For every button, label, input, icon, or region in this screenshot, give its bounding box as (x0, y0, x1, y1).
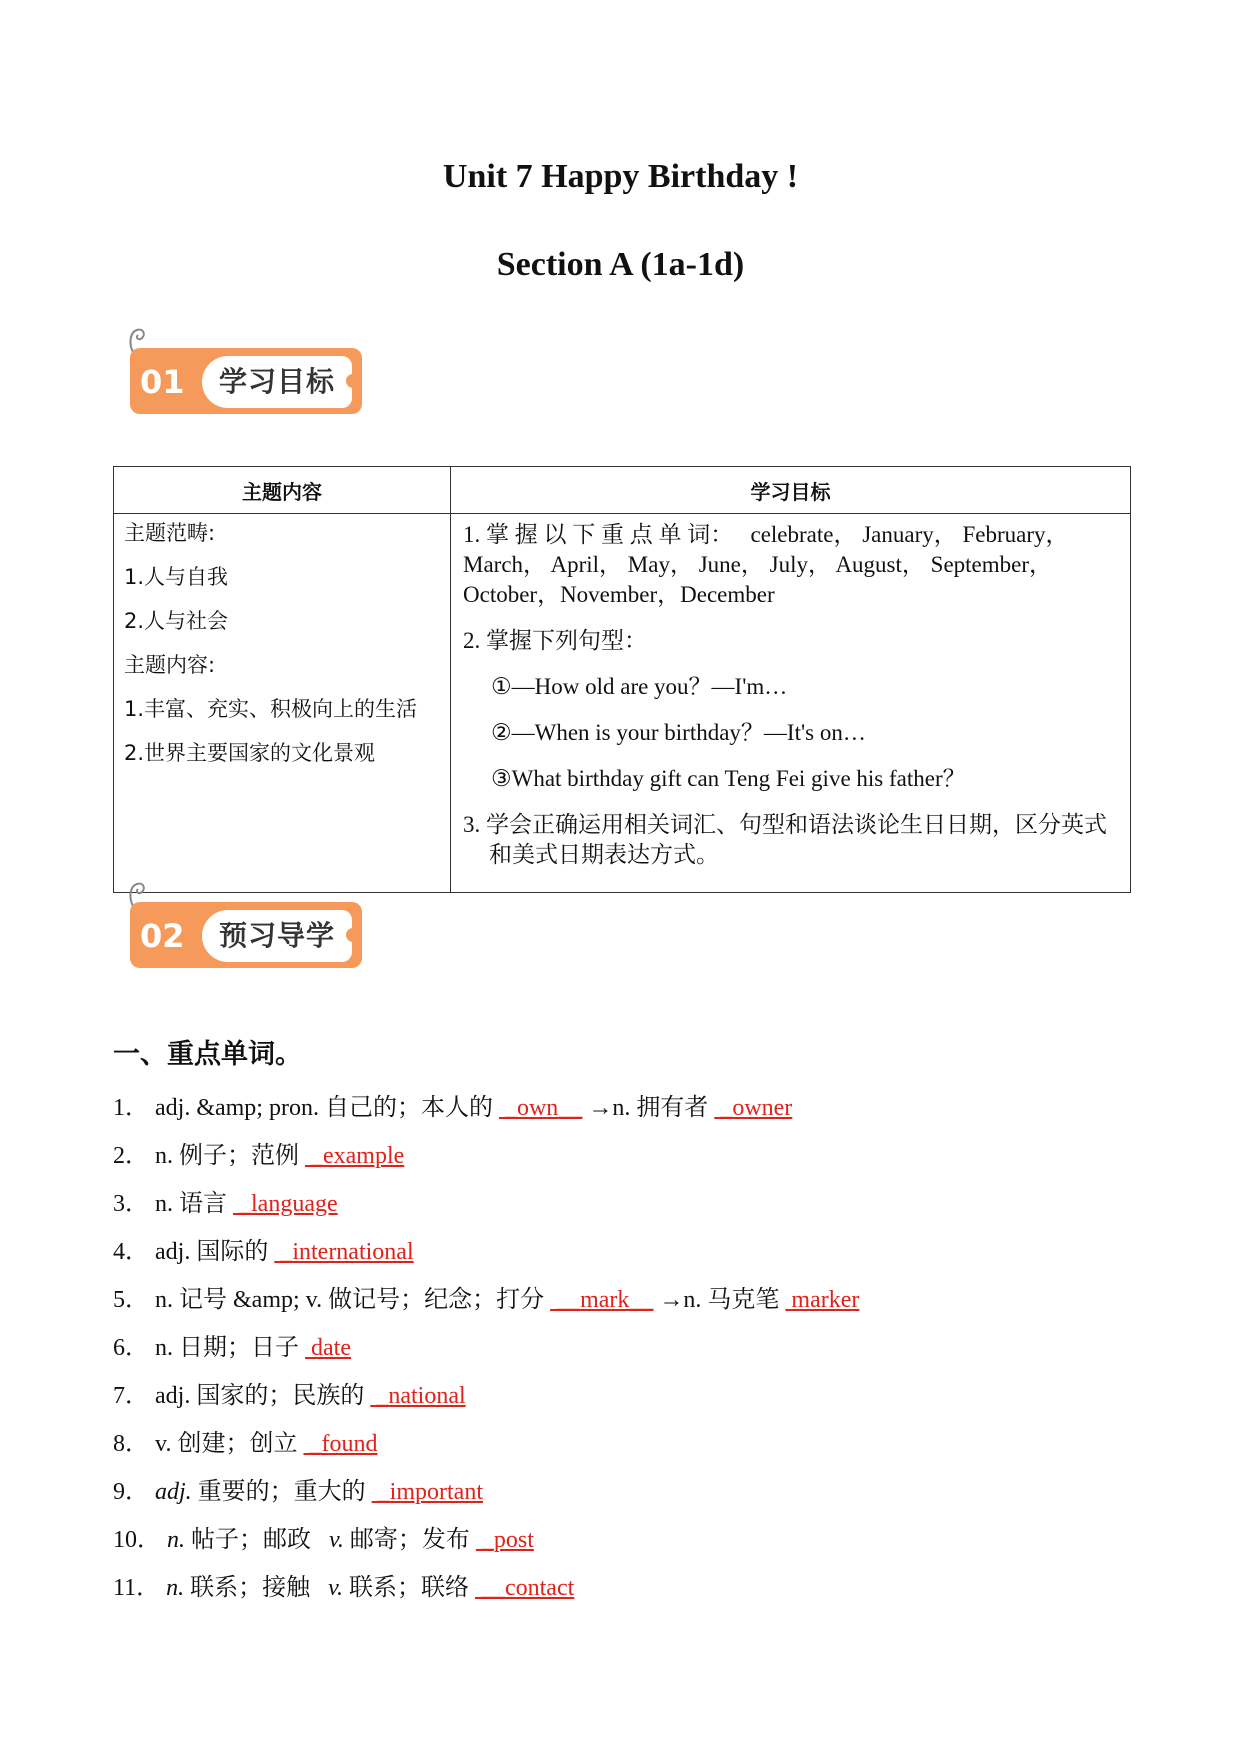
content-label: 主题内容: (124, 653, 216, 677)
item-derivative: →n. 拥有者 (588, 1095, 709, 1121)
answer: national (388, 1383, 466, 1409)
content-item: 2.世界主要国家的文化景观 (124, 741, 376, 765)
goal-3: 3. 学会正确运用相关词汇、句型和语法谈论生日日期，区分英式和美式日期表达方式。 (463, 812, 1107, 867)
item-derivative: →n. 马克笔 (659, 1287, 780, 1313)
item-number: 1． (113, 1095, 149, 1121)
item-number: 4． (113, 1239, 149, 1265)
answer: owner (732, 1095, 793, 1121)
goal-1-words: celebrate， January， February，March， April， May， June， July， August， September，October，November，December (463, 522, 1069, 607)
goal-1-lead: 1. 掌 握 以 下 重 点 单 词： (463, 522, 734, 547)
list-item: 4． adj. 国际的 _international (113, 1239, 414, 1265)
item-definition: n. 语言 (155, 1191, 227, 1217)
badge-preview-guide (122, 880, 362, 970)
answer: international (292, 1239, 414, 1265)
part-of-speech: n. (166, 1575, 185, 1601)
badge-number: 01 (140, 363, 185, 401)
goal-2: 2. 掌握下列句型： (463, 628, 647, 653)
scope-item: 2.人与社会 (124, 609, 229, 633)
answer: important (389, 1479, 483, 1505)
item-definition: v. 创建；创立 (155, 1431, 298, 1457)
part-of-speech: v. (328, 1575, 343, 1601)
sentence-3: ③What birthday gift can Teng Fei give his father？ (491, 766, 966, 791)
item-number: 5． (113, 1287, 149, 1313)
topic-cell (114, 514, 451, 893)
list-item: 7． adj. 国家的；民族的 _national (113, 1383, 466, 1409)
list-item: 1． adj. &amp; pron. 自己的；本人的 _own__ →n. 拥有者 _owner (113, 1095, 793, 1121)
item-number: 2． (113, 1143, 149, 1169)
badge-label: 学习目标 (202, 356, 352, 408)
page-title: Unit 7 Happy Birthday ! (442, 158, 799, 195)
section-subtitle: Section A (1a-1d) (496, 246, 745, 283)
answer: mark (580, 1287, 630, 1313)
item-number: 3． (113, 1191, 149, 1217)
badge-learning-goals (122, 326, 362, 416)
part-of-speech: n. (167, 1527, 185, 1553)
learning-goals-table (113, 466, 1131, 893)
list-item: 9． adj. 重要的；重大的 _important (113, 1479, 483, 1505)
content-item: 1.丰富、充实、积极向上的生活 (124, 697, 418, 721)
list-item: 5． n. 记号 &amp; v. 做记号；纪念；打分 __mark__ →n. 马克笔 marker (113, 1287, 860, 1313)
item-number: 10． (113, 1527, 161, 1553)
scope-label: 主题范畴: (124, 521, 216, 545)
list-item: 8． v. 创建；创立 _found (113, 1431, 378, 1457)
item-definition: adj. &amp; pron. 自己的；本人的 (155, 1095, 493, 1121)
item-definition: n. 记号 &amp; v. 做记号；纪念；打分 (155, 1287, 545, 1313)
table-row (114, 514, 1131, 893)
scope-item: 1.人与自我 (124, 565, 229, 589)
answer: post (493, 1527, 534, 1553)
list-item: 3． n. 语言 _language (113, 1191, 338, 1217)
header-topic-content: 主题内容 (114, 467, 451, 514)
item-definition: 帖子；邮政 (185, 1527, 311, 1553)
part-of-speech: v. (329, 1527, 344, 1553)
section-heading-key-words: 一、重点单词。 (113, 1039, 302, 1070)
item-number: 11． (113, 1575, 161, 1601)
item-number: 8． (113, 1431, 149, 1457)
item-number: 9． (113, 1479, 149, 1505)
item-definition: n. 日期；日子 (155, 1335, 299, 1361)
item-definition: 联系；接触 (184, 1575, 311, 1601)
goal-1 (463, 520, 1118, 610)
table-header-row (114, 467, 1131, 514)
item-number: 7． (113, 1383, 149, 1409)
part-of-speech: adj. (155, 1479, 192, 1505)
badge-label: 预习导学 (202, 910, 352, 962)
goals-cell (451, 514, 1131, 893)
list-item: 10． n. 帖子；邮政 v. 邮寄；发布 _post (113, 1527, 534, 1553)
answer: found (321, 1431, 378, 1457)
answer: example (323, 1143, 405, 1169)
answer: own (516, 1095, 559, 1121)
item-definition: adj. 国际的 (155, 1239, 269, 1265)
badge-number: 02 (140, 917, 185, 955)
item-definition: 联系；联络 (342, 1575, 469, 1601)
item-definition: 邮寄；发布 (343, 1527, 470, 1553)
item-definition: 重要的；重大的 (191, 1479, 366, 1505)
sentence-2: ②—When is your birthday？—It's on… (491, 720, 866, 745)
sentence-1: ①—How old are you？—I'm… (491, 674, 788, 699)
item-number: 6． (113, 1335, 149, 1361)
list-item: 11． n. 联系；接触 v. 联系；联络 __contact (113, 1575, 575, 1601)
list-item: 2． n. 例子；范例 _example (113, 1143, 405, 1169)
item-definition: n. 例子；范例 (155, 1143, 299, 1169)
answer: date (311, 1335, 351, 1361)
answer: language (251, 1191, 338, 1217)
item-definition: adj. 国家的；民族的 (155, 1383, 365, 1409)
answer: marker (791, 1287, 860, 1313)
list-item (113, 1330, 1113, 1366)
answer: contact (504, 1575, 575, 1601)
header-learning-goals: 学习目标 (451, 467, 1131, 514)
